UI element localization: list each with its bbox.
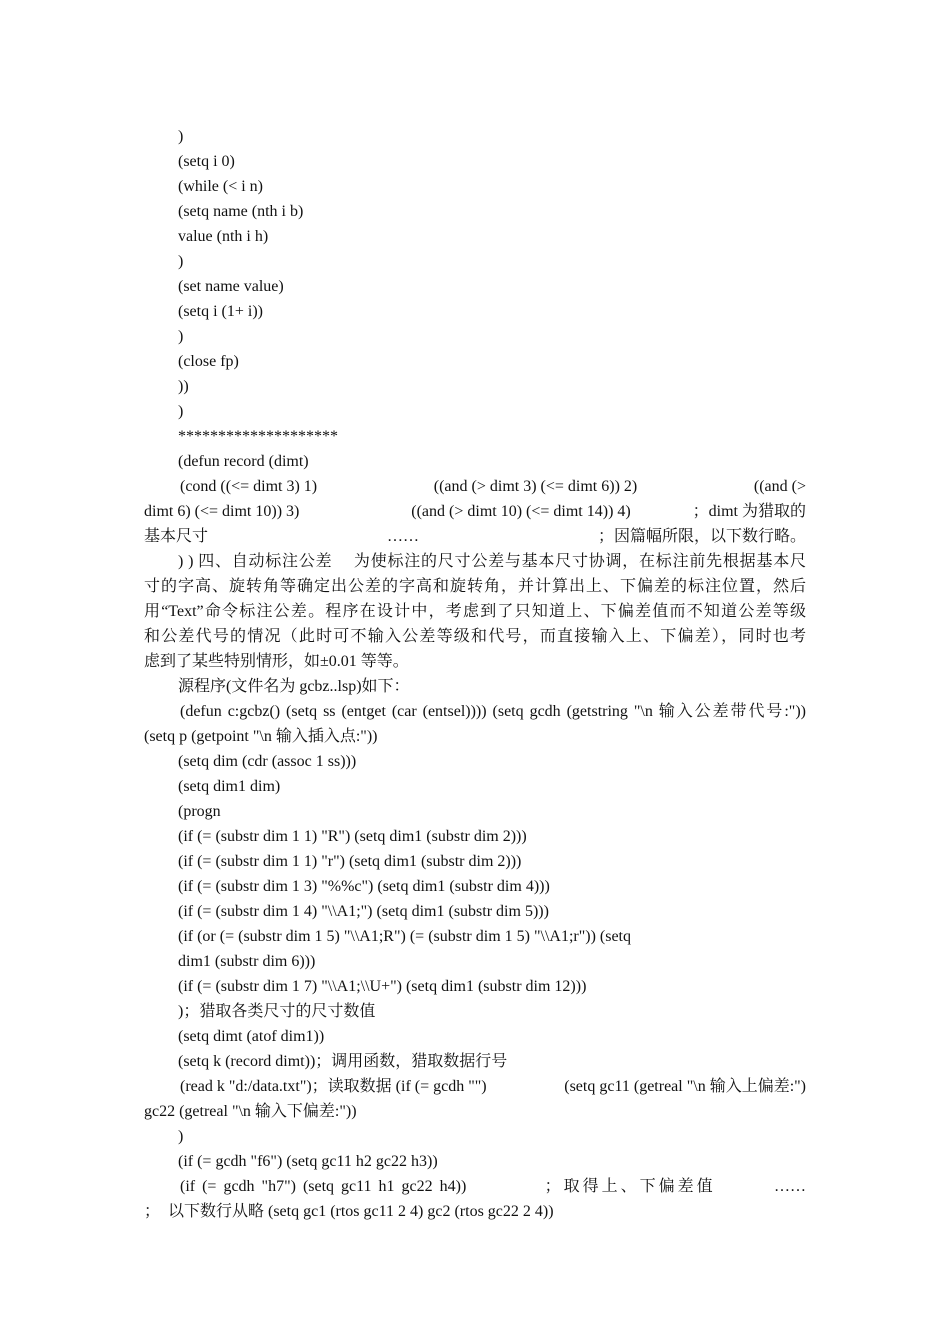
cond-comment: ；因篇幅所限，以下数行略。	[597, 528, 806, 545]
code-line: (if (= (substr dim 1 7) "\\A1;\\U+") (setq dim1 (substr dim 12)))	[178, 978, 587, 995]
ellipsis: ……	[387, 528, 419, 545]
code-part: (read k "d:/data.txt")；读取数据 (if (= gcdh "")	[180, 1078, 487, 1095]
paragraph-line	[144, 574, 806, 599]
code-line: )	[178, 1128, 184, 1145]
paragraph-text: 寸的字高、旋转角等确定出公差的字高和旋转角，并计算出上、下偏差的标注位置，然后	[144, 578, 806, 595]
code-line: )	[178, 253, 184, 270]
cond-part: dimt 6) (<= dimt 10)) 3)	[144, 503, 300, 520]
cond-part: ((and (> dimt 3) (<= dimt 6)) 2)	[433, 478, 638, 495]
code-line: (if (= gcdh "f6") (setq gc11 h2 gc22 h3))	[178, 1153, 438, 1170]
code-line: (setq name (nth i b)	[178, 203, 304, 220]
code-line: (if (= (substr dim 1 4) "\\A1;") (setq dim1 (substr dim 5)))	[178, 903, 549, 920]
code-line: (setq dim1 dim)	[178, 778, 281, 795]
document-body	[144, 124, 806, 1224]
code-line: ))	[178, 378, 189, 395]
paragraph-text: ) ) 四、自动标注公差 为使标注的尺寸公差与基本尺寸协调，在标注前先根据基本尺	[178, 553, 806, 570]
code-line: (setq dimt (atof dim1))	[178, 1028, 325, 1045]
ellipsis: ……	[773, 1178, 806, 1195]
code-line: (while (< i n)	[178, 178, 263, 195]
code-line: (setq k (record dimt))；调用函数，猎取数据行号	[178, 1053, 508, 1070]
paragraph-text: 用“Text”命令标注公差。程序在设计中，考虑到了只知道上、下偏差值而不知道公差等级	[144, 603, 806, 620]
code-line	[144, 1074, 806, 1099]
code-line: (setq i 0)	[178, 153, 235, 170]
code-line: )	[178, 328, 184, 345]
code-line	[144, 699, 806, 724]
cond-comment: ；dimt 为猎取的	[692, 503, 806, 520]
code-line: (if (= (substr dim 1 1) "r") (setq dim1 (substr dim 2)))	[178, 853, 522, 870]
code-line: )；猎取各类尺寸的尺寸数值	[178, 1003, 376, 1020]
code-line: (if (= (substr dim 1 1) "R") (setq dim1 (substr dim 2)))	[178, 828, 527, 845]
code-line: (progn	[178, 803, 221, 820]
code-line: (if (or (= (substr dim 1 5) "\\A1;R") (= (substr dim 1 5) "\\A1;r")) (setq	[178, 928, 631, 945]
source-intro: 源程序(文件名为 gcbz..lsp)如下：	[178, 678, 410, 695]
cond-line	[144, 499, 806, 524]
paragraph-text: 和公差代号的情况（此时可不输入公差等级和代号，而直接输入上、下偏差），同时也考	[144, 628, 806, 645]
cond-part: ((and (> dimt 10) (<= dimt 14)) 4)	[411, 503, 631, 520]
code-line: gc22 (getreal "\n 输入下偏差:"))	[144, 1103, 357, 1120]
code-line: value (nth i h)	[178, 228, 269, 245]
paragraph-line	[144, 599, 806, 624]
code-line: (defun record (dimt)	[178, 453, 309, 470]
separator-line: ********************	[178, 428, 338, 445]
cond-line	[144, 524, 806, 549]
code-line	[144, 1174, 806, 1199]
code-part: (setq gc11 (getreal "\n 输入上偏差:")	[564, 1078, 806, 1095]
cond-part: 基本尺寸	[144, 528, 209, 545]
cond-part: ((and (>	[753, 478, 806, 495]
code-line: (setq dim (cdr (assoc 1 ss)))	[178, 753, 357, 770]
code-part: (if (= gcdh "h7") (setq gc11 h1 gc22 h4))	[180, 1178, 467, 1195]
code-line: )	[178, 128, 184, 145]
cond-line	[144, 474, 806, 499]
code-comment: ；取得上、下偏差值	[544, 1178, 716, 1195]
code-line: (setq i (1+ i))	[178, 303, 263, 320]
code-line: (setq p (getpoint "\n 输入插入点:"))	[144, 728, 378, 745]
code-line: ； 以下数行从略 (setq gc1 (rtos gc11 2 4) gc2 (rtos gc22 2 4))	[144, 1203, 554, 1220]
code-line: )	[178, 403, 184, 420]
paragraph-line	[144, 624, 806, 649]
code-line: (close fp)	[178, 353, 239, 370]
cond-part: (cond ((<= dimt 3) 1)	[180, 478, 318, 495]
code-line: (if (= (substr dim 1 3) "%%c") (setq dim1 (substr dim 4)))	[178, 878, 550, 895]
code-line: dim1 (substr dim 6)))	[178, 953, 316, 970]
paragraph-line: 虑到了某些特别情形，如±0.01 等等。	[144, 653, 409, 670]
paragraph-line	[144, 549, 806, 574]
code-text: (defun c:gcbz() (setq ss (entget (car (entsel)))) (setq gcdh (getstring "\n 输入公差带代号:"))	[180, 703, 806, 720]
code-line: (set name value)	[178, 278, 284, 295]
